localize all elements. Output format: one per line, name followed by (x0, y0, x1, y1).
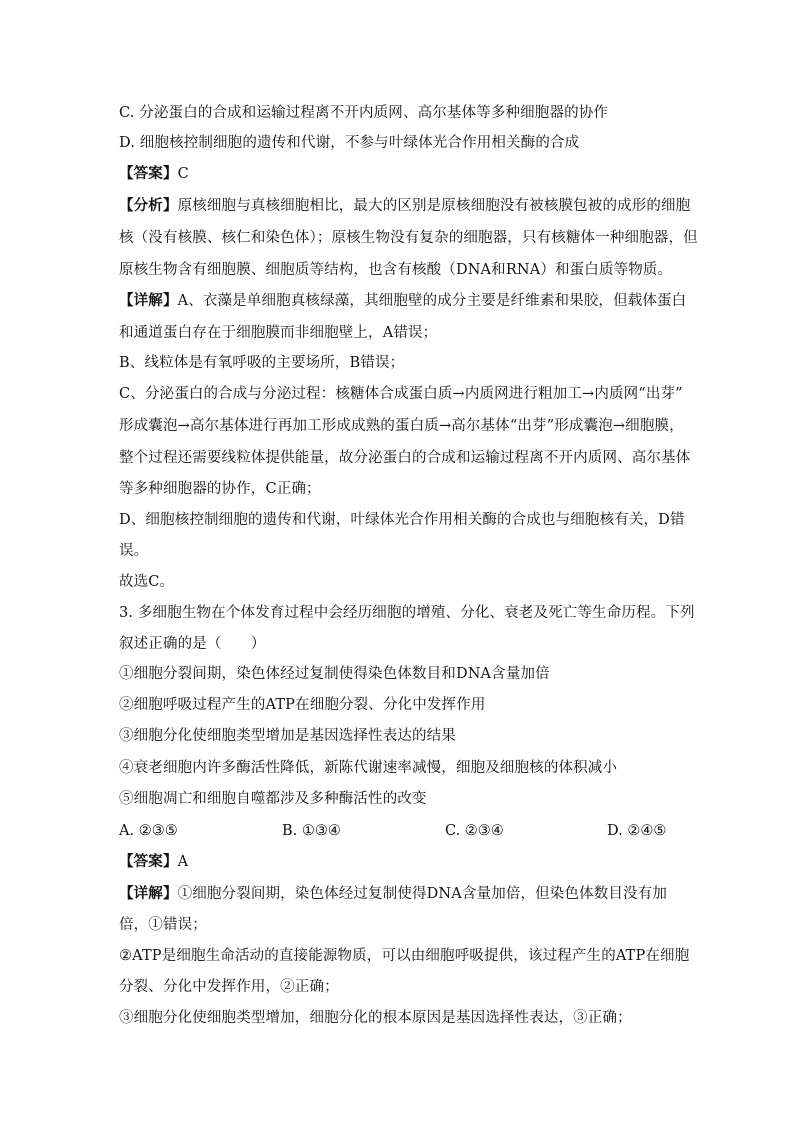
answer-tag: 【答案】 (119, 165, 178, 182)
statement-2: ②细胞呼吸过程产生的ATP在细胞分裂、分化中发挥作用 (119, 697, 486, 713)
detail-line-7: 等多种细胞器的协作，C正确； (119, 481, 321, 497)
analysis-line-3: 原核生物含有细胞膜、细胞质等结构，也含有核酸（DNA和RNA）和蛋白质等物质。 (119, 262, 673, 278)
detail2-line-2: 倍，①错误； (119, 917, 207, 933)
answer-value-2: A (177, 854, 189, 870)
detail2-line-5: ③细胞分化使细胞类型增加，细胞分化的根本原因是基因选择性表达，③正确； (119, 1010, 632, 1026)
option-c-line: C. 分泌蛋白的合成和运输过程离不开内质网、高尔基体等多种细胞器的协作 (119, 105, 609, 121)
detail-line-8: D、细胞核控制细胞的遗传和代谢，叶绿体光合作用相关酶的合成也与细胞核有关，D错 (119, 512, 685, 528)
detail-line-5: 形成囊泡→高尔基体进行再加工形成成熟的蛋白质→高尔基体“出芽”形成囊泡→细胞膜， (119, 418, 684, 434)
question-3-line-2: 叙述正确的是（ ） (119, 636, 266, 652)
analysis-line (119, 196, 691, 216)
statement-1: ①细胞分裂间期，染色体经过复制使得染色体数目和DNA含量加倍 (119, 666, 550, 682)
option-a: A. ②③⑤ (119, 823, 178, 839)
option-d: D. ②④⑤ (607, 823, 667, 839)
detail-line-4: C、分泌蛋白的合成与分泌过程：核糖体合成蛋白质→内质网进行粗加工→内质网“出芽” (119, 386, 683, 402)
detail-text: A、衣藻是单细胞真核绿藻，其细胞壁的成分主要是纤维素和果胶，但载体蛋白 (177, 293, 687, 309)
option-b: B. ①③④ (282, 823, 341, 839)
detail-line-3: B、线粒体是有氧呼吸的主要场所，B错误； (119, 355, 405, 371)
detail-line-2: 和通道蛋白存在于细胞膜而非细胞壁上，A错误； (119, 325, 438, 341)
answer-options (119, 821, 679, 841)
option-c: C. ②③④ (445, 823, 504, 839)
analysis-text: 原核细胞与真核细胞相比，最大的区别是原核细胞没有被核膜包被的成形的细胞 (177, 198, 691, 214)
detail-line-9: 误。 (119, 543, 149, 559)
statement-4: ④衰老细胞内许多酶活性降低，新陈代谢速率减慢，细胞及细胞核的体积减小 (119, 760, 618, 776)
answer-value: C (177, 166, 189, 182)
statement-3: ③细胞分化使细胞类型增加是基因选择性表达的结果 (119, 728, 456, 744)
detail2-text: ①细胞分裂间期，染色体经过复制使得DNA含量加倍，但染色体数目没有加 (177, 886, 667, 902)
detail-tag-2: 【详解】 (119, 885, 178, 902)
analysis-tag: 【分析】 (119, 197, 178, 214)
detail2-line-1 (119, 884, 679, 904)
statement-5: ⑤细胞凋亡和细胞自噬都涉及多种酶活性的改变 (119, 791, 427, 807)
detail2-line-4: 分裂、分化中发挥作用，②正确； (119, 979, 339, 995)
answer-tag-2: 【答案】 (119, 853, 178, 870)
detail2-line-3: ②ATP是细胞生命活动的直接能源物质，可以由细胞呼吸提供，该过程产生的ATP在细胞 (119, 948, 690, 964)
detail-line-1 (119, 291, 687, 311)
answer-line-1 (119, 164, 679, 184)
conclusion-line: 故选C。 (119, 574, 175, 590)
option-d-line: D. 细胞核控制细胞的遗传和代谢，不参与叶绿体光合作用相关酶的合成 (119, 135, 580, 151)
question-3-line-1: 3. 多细胞生物在个体发育过程中会经历细胞的增殖、分化、衰老及死亡等生命历程。下列 (119, 605, 695, 621)
analysis-line-2: 核（没有核膜、核仁和染色体）；原核生物没有复杂的细胞器，只有核糖体一种细胞器，但 (119, 230, 698, 246)
detail-tag: 【详解】 (119, 292, 178, 309)
detail-line-6: 整个过程还需要线粒体提供能量，故分泌蛋白的合成和运输过程离不开内质网、高尔基体 (119, 450, 691, 466)
answer-line-2 (119, 852, 679, 872)
